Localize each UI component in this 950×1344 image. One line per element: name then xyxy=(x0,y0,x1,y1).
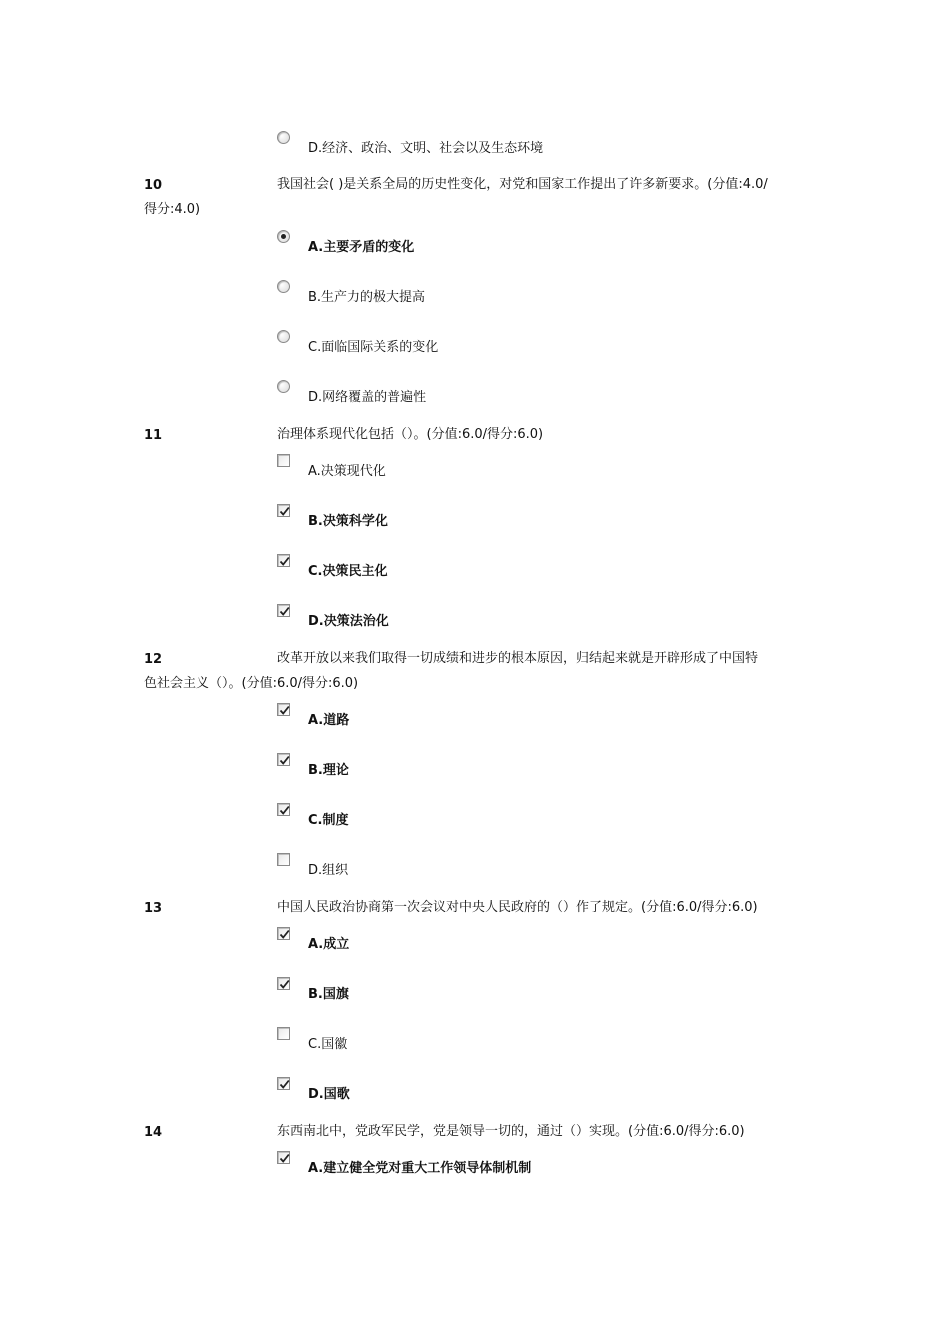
checkbox[interactable] xyxy=(277,454,290,467)
question-number: 13 xyxy=(144,901,163,916)
question-number: 12 xyxy=(144,652,163,667)
option-label: B.国旗 xyxy=(308,987,349,1002)
question-number: 10 xyxy=(144,178,163,193)
radio-button[interactable] xyxy=(277,330,290,343)
question-text xyxy=(277,1119,822,1144)
option-label: A.道路 xyxy=(308,713,350,728)
checkmark-icon xyxy=(278,754,291,767)
option-label: D.经济、政治、文明、社会以及生态环境 xyxy=(308,141,544,156)
option-label: D.决策法治化 xyxy=(308,614,389,629)
option-label: D.网络覆盖的普遍性 xyxy=(308,390,427,405)
question-number: 14 xyxy=(144,1125,163,1140)
checkmark-icon xyxy=(278,804,291,817)
checkmark-icon xyxy=(278,605,291,618)
question-number: 11 xyxy=(144,428,163,443)
question-text-line: 治理体系现代化包括（）。(分值:6.0/得分:6.0) xyxy=(277,427,544,442)
checkbox-checked[interactable] xyxy=(277,977,290,990)
question-text-line: 色社会主义（）。(分值:6.0/得分:6.0) xyxy=(144,676,359,691)
checkmark-icon xyxy=(278,978,291,991)
checkmark-icon xyxy=(278,704,291,717)
option-label: A.成立 xyxy=(308,937,350,952)
option-label: B.生产力的极大提高 xyxy=(308,290,426,305)
checkbox-checked[interactable] xyxy=(277,753,290,766)
question-text xyxy=(277,422,822,447)
option-label: C.制度 xyxy=(308,813,349,828)
radio-button[interactable] xyxy=(277,131,290,144)
question-text-line: 我国社会( )是关系全局的历史性变化，对党和国家工作提出了许多新要求。(分值:4.0/ xyxy=(277,177,768,192)
question-text-line: 东西南北中，党政军民学，党是领导一切的，通过（）实现。(分值:6.0/得分:6.0) xyxy=(277,1124,745,1139)
option-label: C.国徽 xyxy=(308,1037,348,1052)
checkbox-checked[interactable] xyxy=(277,927,290,940)
option-label: B.理论 xyxy=(308,763,349,778)
radio-button-selected[interactable] xyxy=(277,230,290,243)
checkmark-icon xyxy=(278,1152,291,1165)
question-text-line: 中国人民政治协商第一次会议对中央人民政府的（）作了规定。(分值:6.0/得分:6.0) xyxy=(277,900,758,915)
option-label: B.决策科学化 xyxy=(308,514,388,529)
option-label: C.面临国际关系的变化 xyxy=(308,340,439,355)
checkbox-checked[interactable] xyxy=(277,604,290,617)
checkbox-checked[interactable] xyxy=(277,803,290,816)
radio-button[interactable] xyxy=(277,380,290,393)
checkmark-icon xyxy=(278,928,291,941)
question-text-line: 改革开放以来我们取得一切成绩和进步的根本原因，归结起来就是开辟形成了中国特 xyxy=(277,651,759,666)
option-label: C.决策民主化 xyxy=(308,564,388,579)
checkbox[interactable] xyxy=(277,1027,290,1040)
option-label: D.组织 xyxy=(308,863,349,878)
checkbox-checked[interactable] xyxy=(277,1151,290,1164)
checkbox-checked[interactable] xyxy=(277,554,290,567)
option-label: A.主要矛盾的变化 xyxy=(308,240,415,255)
checkbox-checked[interactable] xyxy=(277,504,290,517)
option-label: D.国歌 xyxy=(308,1087,350,1102)
checkmark-icon xyxy=(278,555,291,568)
checkmark-icon xyxy=(278,1078,291,1091)
checkbox-checked[interactable] xyxy=(277,703,290,716)
option-label: A.建立健全党对重大工作领导体制机制 xyxy=(308,1161,532,1176)
question-text-line: 得分:4.0) xyxy=(144,202,201,217)
option-label: A.决策现代化 xyxy=(308,464,386,479)
question-text xyxy=(277,895,822,920)
radio-button[interactable] xyxy=(277,280,290,293)
checkbox-checked[interactable] xyxy=(277,1077,290,1090)
checkbox[interactable] xyxy=(277,853,290,866)
checkmark-icon xyxy=(278,505,291,518)
